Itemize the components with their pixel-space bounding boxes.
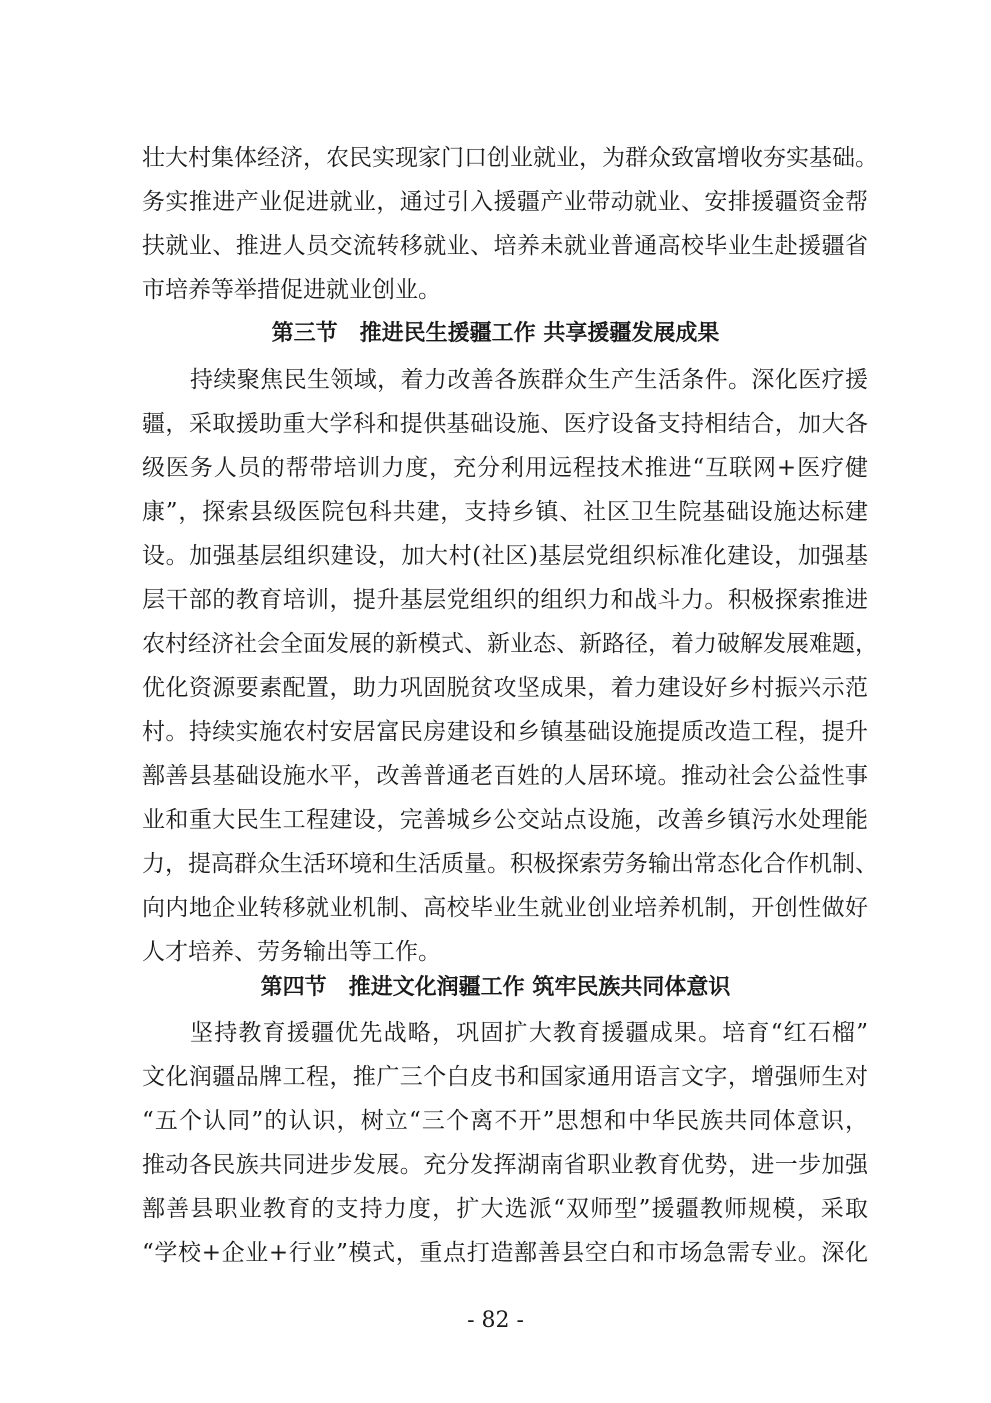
text-line: 层干部的教育培训，提升基层党组织的组织力和战斗力。积极探索推进 bbox=[142, 587, 868, 613]
text-line: 持续聚焦民生领域，着力改善各族群众生产生活条件。深化医疗援 bbox=[190, 367, 868, 393]
text-line: 康”，探索县级医院包科共建，支持乡镇、社区卫生院基础设施达标建 bbox=[142, 499, 868, 525]
text-line: 级医务人员的帮带培训力度，充分利用远程技术推进“互联网+医疗健 bbox=[142, 455, 868, 481]
text-line: 市培养等举措促进就业创业。 bbox=[142, 277, 441, 303]
text-line: “学校+企业+行业”模式，重点打造鄯善县空白和市场急需专业。深化 bbox=[142, 1240, 868, 1266]
text-line: 鄯善县基础设施水平，改善普通老百姓的人居环境。推动社会公益性事 bbox=[142, 763, 868, 789]
text-line: 推动各民族共同进步发展。充分发挥湖南省职业教育优势，进一步加强 bbox=[142, 1152, 868, 1178]
text-line: 人才培养、劳务输出等工作。 bbox=[142, 939, 441, 965]
text-line: 壮大村集体经济，农民实现家门口创业就业，为群众致富增收夯实基础。 bbox=[142, 145, 878, 171]
text-line: 村。持续实施农村安居富民房建设和乡镇基础设施提质改造工程，提升 bbox=[142, 719, 868, 745]
text-line: 农村经济社会全面发展的新模式、新业态、新路径，着力破解发展难题， bbox=[142, 631, 878, 657]
section-heading-4: 第四节 推进文化润疆工作 筑牢民族共同体意识 bbox=[260, 975, 731, 1000]
text-line: 向内地企业转移就业机制、高校毕业生就业创业培养机制，开创性做好 bbox=[142, 895, 868, 921]
text-line: 文化润疆品牌工程，推广三个白皮书和国家通用语言文字，增强师生对 bbox=[142, 1064, 868, 1090]
section-heading-3: 第三节 推进民生援疆工作 共享援疆发展成果 bbox=[271, 321, 720, 346]
text-line: 疆，采取援助重大学科和提供基础设施、医疗设备支持相结合，加大各 bbox=[142, 411, 868, 437]
text-line: 鄯善县职业教育的支持力度，扩大选派“双师型”援疆教师规模，采取 bbox=[142, 1196, 868, 1222]
text-line: 业和重大民生工程建设，完善城乡公交站点设施，改善乡镇污水处理能 bbox=[142, 807, 868, 833]
text-line: “五个认同”的认识，树立“三个离不开”思想和中华民族共同体意识， bbox=[142, 1108, 868, 1134]
text-line: 坚持教育援疆优先战略，巩固扩大教育援疆成果。培育“红石榴” bbox=[190, 1020, 868, 1046]
text-line: 优化资源要素配置，助力巩固脱贫攻坚成果，着力建设好乡村振兴示范 bbox=[142, 675, 868, 701]
text-line: 力，提高群众生活环境和生活质量。积极探索劳务输出常态化合作机制、 bbox=[142, 851, 878, 877]
text-line: 扶就业、推进人员交流转移就业、培养未就业普通高校毕业生赴援疆省 bbox=[142, 233, 868, 259]
text-line: 设。加强基层组织建设，加大村(社区)基层党组织标准化建设，加强基 bbox=[142, 543, 868, 569]
page-number: - 82 - bbox=[467, 1308, 524, 1333]
text-line: 务实推进产业促进就业，通过引入援疆产业带动就业、安排援疆资金帮 bbox=[142, 189, 868, 215]
